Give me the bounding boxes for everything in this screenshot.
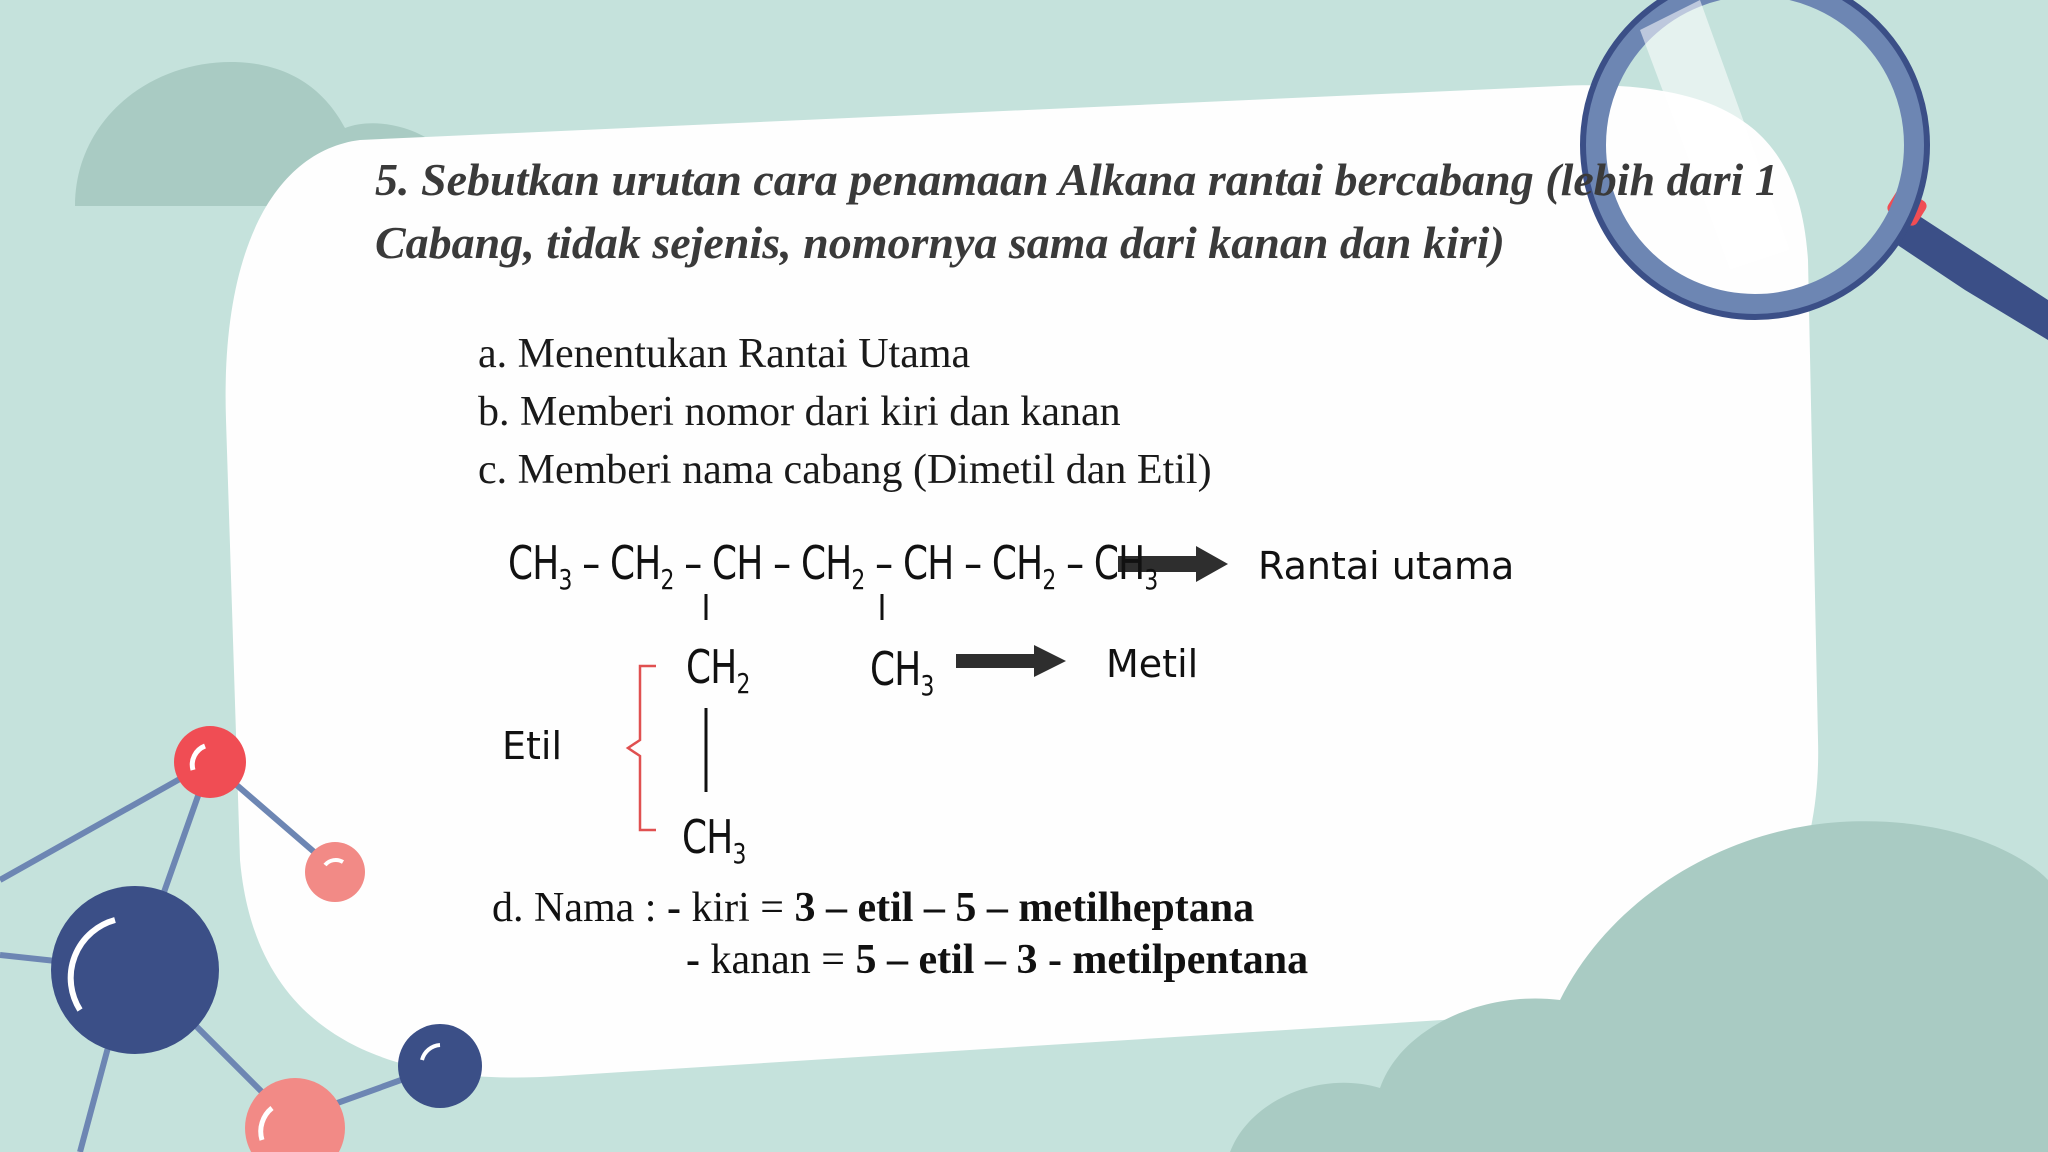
chain-group-3: CH — [712, 536, 763, 590]
steps-list — [478, 325, 1212, 499]
chain-group-1: $CH_3$ — [508, 536, 572, 597]
naming-right-name: 5 – etil – 3 - metilpentana — [855, 937, 1309, 983]
ethyl-branch-top: $CH_2$ — [686, 640, 750, 701]
naming-line-right — [686, 936, 1308, 984]
step-c: c. Memberi nama cabang (Dimetil dan Etil) — [478, 447, 1212, 493]
naming-right-intro: kanan = — [700, 937, 856, 983]
naming-line-left — [492, 880, 1254, 936]
ethyl-label: Etil — [502, 724, 563, 768]
chain-group-2: $CH_2$ — [610, 536, 674, 597]
naming-left-intro-dash: - — [666, 885, 681, 931]
naming-prefix: d. Nama : — [492, 885, 667, 931]
ethyl-branch-bottom: $CH_3$ — [682, 810, 746, 871]
main-chain-label: Rantai utama — [1258, 544, 1515, 588]
step-a: a. Menentukan Rantai Utama — [478, 331, 971, 377]
step-b: b. Memberi nomor dari kiri dan kanan — [478, 389, 1121, 435]
chain-group-4: $CH_2$ — [800, 536, 865, 597]
methyl-branch: $CH_3$ — [870, 642, 934, 703]
chain-group-5: CH — [902, 536, 954, 590]
naming-left-name: 3 – etil – 5 – metilheptana — [794, 885, 1255, 931]
naming-right-intro-dash: - — [686, 937, 700, 983]
slide-title: 5. Sebutkan urutan cara penamaan Alkana rantai bercabang (lebih dari 1 Cabang, tidak sejenis, nomornya sama dari kanan dan kiri) — [375, 154, 1778, 268]
methyl-label: Metil — [1106, 642, 1199, 686]
main-chain-formula: $CH_3 - CH_2$ – CH – $CH_2$ – CH – $CH_2 - CH_3$ — [508, 536, 1158, 597]
chain-group-6: $CH_2$ — [991, 536, 1056, 597]
naming-left-intro: kiri = — [680, 885, 795, 931]
chain-group-7: $CH_3$ — [1093, 536, 1158, 597]
